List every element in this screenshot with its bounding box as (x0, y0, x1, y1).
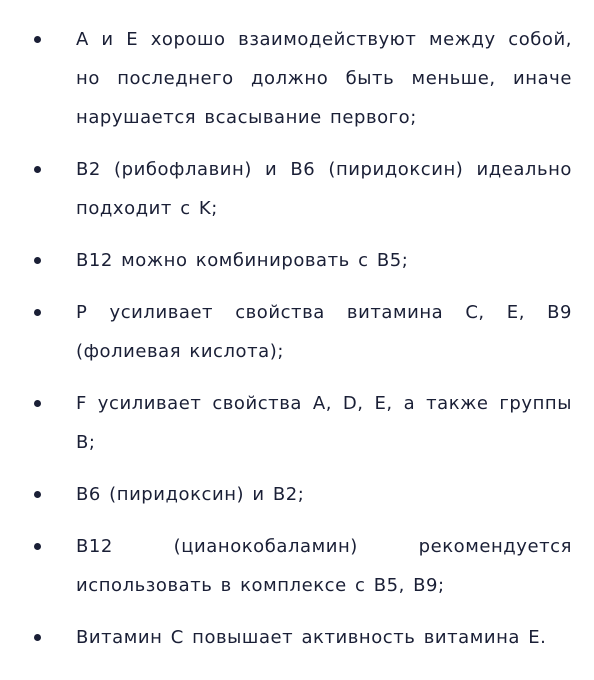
list-item (22, 475, 572, 514)
list-item (22, 20, 572, 137)
list-item (22, 384, 572, 462)
bullet-dot-icon (34, 400, 41, 407)
list-item (22, 293, 572, 371)
list-item-text: B2 (рибофлавин) и B6 (пиридоксин) идеально подходит с K; (76, 159, 572, 219)
bullet-dot-icon (34, 543, 41, 550)
list-item (22, 150, 572, 228)
bullet-dot-icon (34, 634, 41, 641)
list-item-text: Витамин C повышает активность витамина E. (76, 627, 547, 648)
list-item (22, 241, 572, 280)
list-item (22, 618, 572, 657)
bullet-dot-icon (34, 491, 41, 498)
bullet-dot-icon (34, 36, 41, 43)
vitamin-compatibility-list (22, 20, 572, 657)
bullet-dot-icon (34, 166, 41, 173)
list-item-text: B12 можно комбинировать с B5; (76, 250, 409, 271)
list-item-text: B12 (цианокобаламин) рекомендуется использовать в комплексе с B5, B9; (76, 536, 572, 596)
list-item-text: A и E хорошо взаимодействуют между собой, но последнего должно быть меньше, иначе нарушается всасывание первого; (76, 29, 572, 128)
list-item-text: B6 (пиридоксин) и B2; (76, 484, 305, 505)
bullet-dot-icon (34, 309, 41, 316)
list-item-text: P усиливает свойства витамина C, E, B9 (фолиевая кислота); (76, 302, 572, 362)
bullet-dot-icon (34, 257, 41, 264)
list-item-text: F усиливает свойства A, D, E, а также группы B; (76, 393, 572, 453)
list-item (22, 527, 572, 605)
